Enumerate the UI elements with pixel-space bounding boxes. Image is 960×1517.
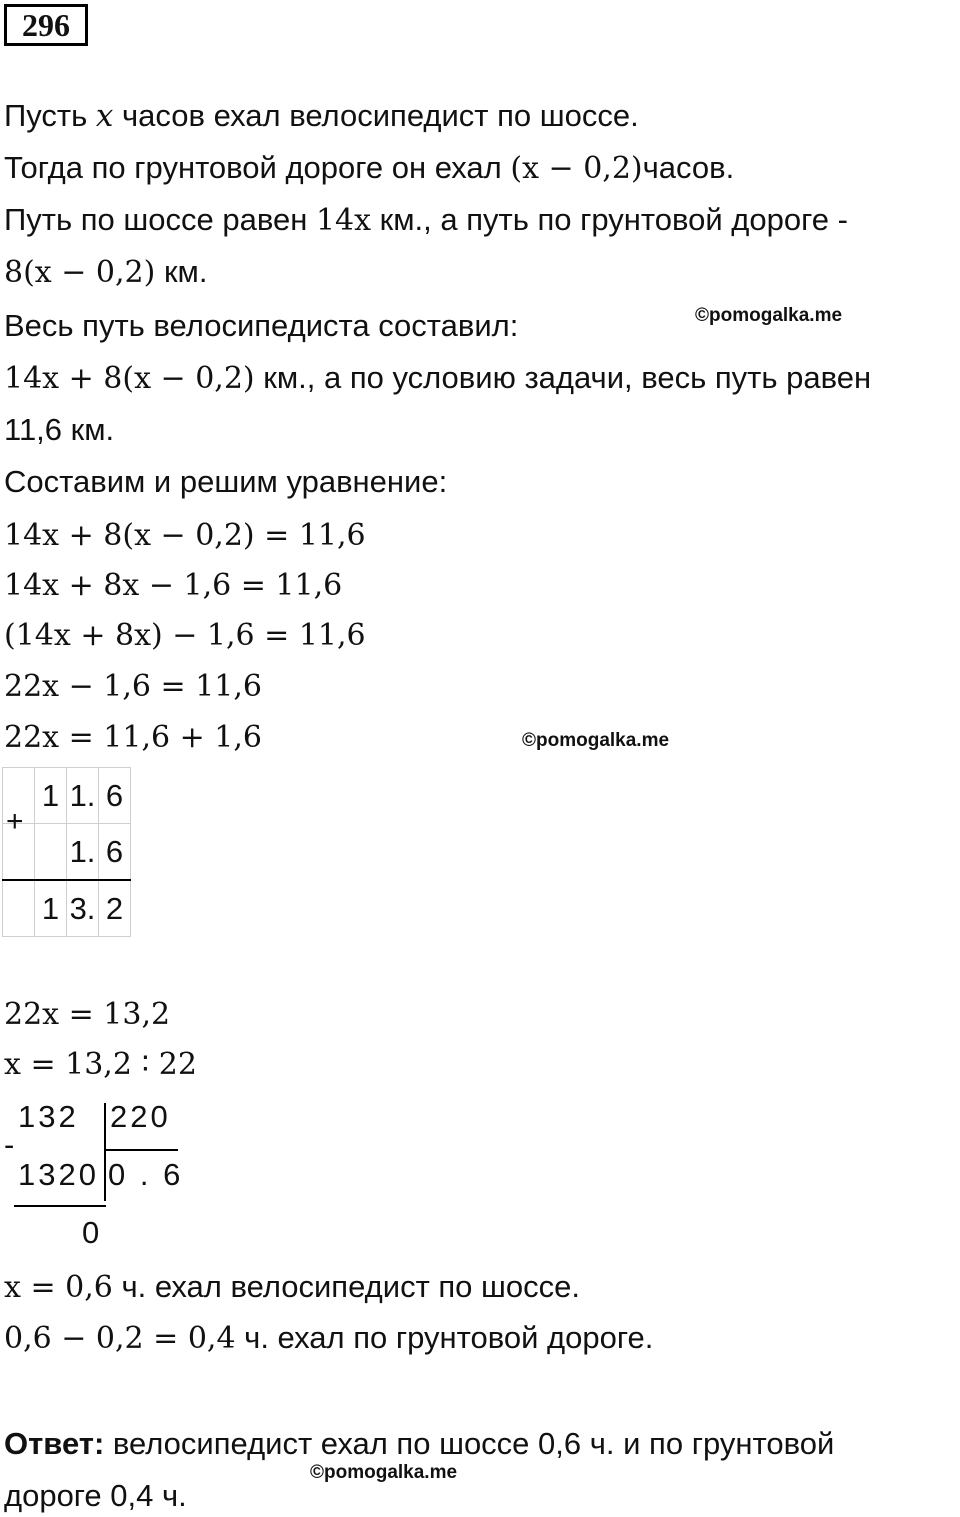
add-cell: 1 — [35, 880, 67, 937]
result-line-1: x = 0,6 ч. ехал велосипедист по шоссе. — [4, 1269, 580, 1305]
long-division — [0, 1095, 200, 1255]
text-line-4: 8(x − 0,2) км. — [4, 254, 208, 290]
watermark-2: ©pomogalka.me — [522, 730, 670, 751]
text-line-5: Весь путь велосипедиста составил: — [4, 308, 519, 343]
answer-line-1: Ответ: велосипедист ехал по шоссе 0,6 ч. и по грунтовой — [4, 1426, 835, 1461]
add-cell: 2 — [99, 880, 131, 937]
watermark-3: ©pomogalka.me — [310, 1462, 458, 1483]
add-cell: 6 — [99, 824, 131, 881]
equation-3: (14x + 8x) − 1,6 = 11,6 — [4, 618, 366, 653]
subtrahend: 1320 — [18, 1157, 99, 1192]
plus-sign: + — [6, 805, 24, 838]
text-line-2: Тогда по грунтовой дороге он ехал (x − 0,2)часов. — [4, 150, 735, 186]
equation-4: 22x − 1,6 = 11,6 — [4, 669, 263, 704]
text-line-8: Составим и решим уравнение: — [4, 464, 448, 499]
text-line-3: Путь по шоссе равен 14x км., а путь по грунтовой дороге - — [4, 202, 848, 238]
answer-label: Ответ: — [4, 1426, 105, 1461]
text-line-7: 11,6 км. — [4, 412, 115, 447]
divisor: 220 — [110, 1099, 171, 1134]
problem-number: 296 — [4, 4, 88, 46]
remainder: 0 — [82, 1215, 103, 1250]
column-addition — [2, 767, 131, 937]
watermark-1: ©pomogalka.me — [695, 305, 843, 326]
add-cell — [3, 880, 35, 937]
add-cell: 1. — [67, 824, 99, 881]
text-line-6: 14x + 8(x − 0,2) км., а по условию задачи, весь путь равен — [4, 360, 872, 396]
equation-5: 22x = 11,6 + 1,6 — [4, 720, 263, 755]
add-cell: 1 — [35, 768, 67, 824]
equation-7: x = 13,2 ∶ 22 — [4, 1047, 197, 1082]
minus-sign: - — [4, 1127, 18, 1162]
text-line-1: Пусть x часов ехал велосипедист по шоссе. — [4, 98, 639, 134]
answer-line-2: дороге 0,4 ч. — [4, 1478, 187, 1513]
add-cell — [35, 824, 67, 881]
equation-2: 14x + 8x − 1,6 = 11,6 — [4, 568, 343, 603]
quotient: 0 . 6 — [108, 1157, 184, 1192]
division-vertical-line — [104, 1103, 106, 1201]
add-cell: 1. — [67, 768, 99, 824]
dividend: 132 — [18, 1099, 79, 1134]
equation-6: 22x = 13,2 — [4, 997, 171, 1032]
add-cell: 3. — [67, 880, 99, 937]
add-cell: 6 — [99, 768, 131, 824]
division-subtract-line — [14, 1205, 106, 1207]
result-line-2: 0,6 − 0,2 = 0,4 ч. ехал по грунтовой дороге. — [4, 1320, 654, 1356]
equation-1: 14x + 8(x − 0,2) = 11,6 — [4, 518, 366, 553]
division-divisor-line — [106, 1149, 178, 1151]
